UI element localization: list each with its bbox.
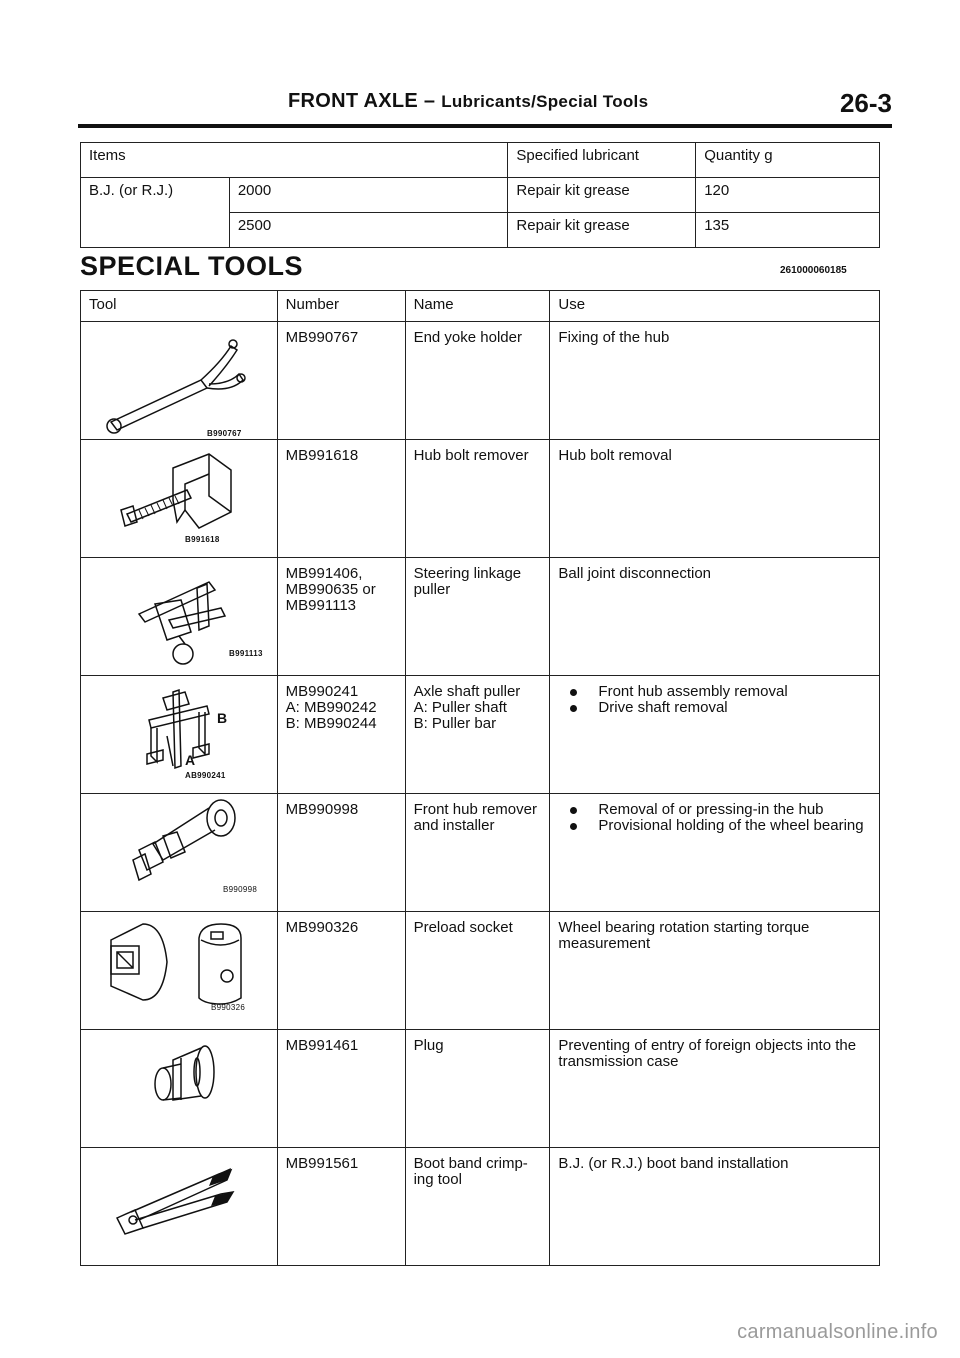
lubricant-cell: Repair kit grease (508, 178, 696, 213)
tool-use: Ball joint disconnection (550, 558, 880, 676)
axle-shaft-puller-illustration (81, 676, 277, 792)
special-tools-table (80, 290, 880, 1266)
label-a: A (185, 752, 196, 768)
variant-cell: 2000 (229, 178, 508, 213)
section-heading: SPECIAL TOOLS (80, 251, 304, 281)
tool-number: MB991561 (277, 1148, 405, 1266)
tool-number: MB991618 (277, 440, 405, 558)
doc-code: 261000060185 (780, 265, 847, 276)
lubricant-cell: Repair kit grease (508, 213, 696, 248)
use-bullet: Provisional holding of the wheel bearing (558, 818, 879, 834)
end-yoke-holder-illustration (81, 322, 277, 438)
tool-name: Boot band crimp- ing tool (405, 1148, 550, 1266)
title-main: FRONT AXLE (288, 90, 419, 112)
table-row (81, 1030, 880, 1148)
tool-name: Steering linkage puller (405, 558, 550, 676)
tool-image-code: B991113 (229, 649, 263, 658)
page-title (288, 90, 648, 113)
preload-socket-illustration (81, 912, 277, 1028)
tool-use (550, 794, 880, 912)
table-row (81, 291, 880, 322)
tool-name: Hub bolt remover (405, 440, 550, 558)
tool-image-code: B990767 (207, 429, 242, 438)
tool-image-cell (81, 794, 278, 912)
boot-band-crimping-tool-illustration (81, 1148, 277, 1264)
tool-use: B.J. (or R.J.) boot band installation (550, 1148, 880, 1266)
variant-cell: 2500 (229, 213, 508, 248)
table-row (81, 440, 880, 558)
header-cell: Specified lubricant (508, 143, 696, 178)
tool-number: MB990767 (277, 322, 405, 440)
page-number: 26-3 (839, 88, 892, 118)
plug-illustration (81, 1030, 277, 1146)
tool-use: Wheel bearing rotation starting torque measurement (550, 912, 880, 1030)
tool-image-cell (81, 558, 278, 676)
table-row (81, 1148, 880, 1266)
header-cell: Tool (81, 291, 278, 322)
tool-name: End yoke holder (405, 322, 550, 440)
header-cell: Use (550, 291, 880, 322)
tool-image-code: B991618 (185, 535, 220, 544)
tool-use: Hub bolt removal (550, 440, 880, 558)
watermark: carmanualsonline.info (737, 1321, 938, 1343)
page-header (78, 88, 892, 128)
table-row (81, 912, 880, 1030)
table-row (81, 676, 880, 794)
quantity-cell: 135 (696, 213, 880, 248)
use-bullet: Front hub assembly removal (558, 684, 879, 700)
lubricants-table (80, 142, 880, 248)
table-row (81, 558, 880, 676)
tool-image-code: B990326 (211, 1003, 246, 1012)
table-row (81, 322, 880, 440)
tool-image-cell (81, 912, 278, 1030)
tool-image-cell (81, 676, 278, 794)
tool-number: MB991461 (277, 1030, 405, 1148)
tool-image-cell (81, 1030, 278, 1148)
table-row (81, 794, 880, 912)
tool-name: Axle shaft puller A: Puller shaft B: Puller bar (405, 676, 550, 794)
label-b: B (217, 710, 228, 726)
use-bullet: Drive shaft removal (558, 700, 879, 716)
tool-use (550, 676, 880, 794)
header-cell: Name (405, 291, 550, 322)
tool-number: MB990998 (277, 794, 405, 912)
tool-number: MB991406, MB990635 or MB991113 (277, 558, 405, 676)
header-cell: Quantity g (696, 143, 880, 178)
tool-name: Plug (405, 1030, 550, 1148)
tool-image-cell (81, 322, 278, 440)
header-cell: Items (81, 143, 508, 178)
tool-image-code: AB990241 (185, 771, 226, 780)
tool-number: MB990326 (277, 912, 405, 1030)
tool-number: MB990241 A: MB990242 B: MB990244 (277, 676, 405, 794)
tool-image-code: B990998 (223, 885, 258, 894)
tool-image-cell (81, 440, 278, 558)
item-cell: B.J. (or R.J.) (81, 178, 230, 248)
hub-bolt-remover-illustration (81, 440, 277, 556)
quantity-cell: 120 (696, 178, 880, 213)
tool-name: Front hub remover and installer (405, 794, 550, 912)
tool-use: Preventing of entry of foreign objects into the transmission case (550, 1030, 880, 1148)
title-dash: – (423, 90, 436, 112)
table-row (81, 178, 880, 213)
tool-name: Preload socket (405, 912, 550, 1030)
title-subtitle: Lubricants/Special Tools (441, 92, 649, 111)
table-row (81, 143, 880, 178)
tool-use: Fixing of the hub (550, 322, 880, 440)
tool-image-cell (81, 1148, 278, 1266)
header-cell: Number (277, 291, 405, 322)
use-bullet: Removal of or pressing-in the hub (558, 802, 879, 818)
